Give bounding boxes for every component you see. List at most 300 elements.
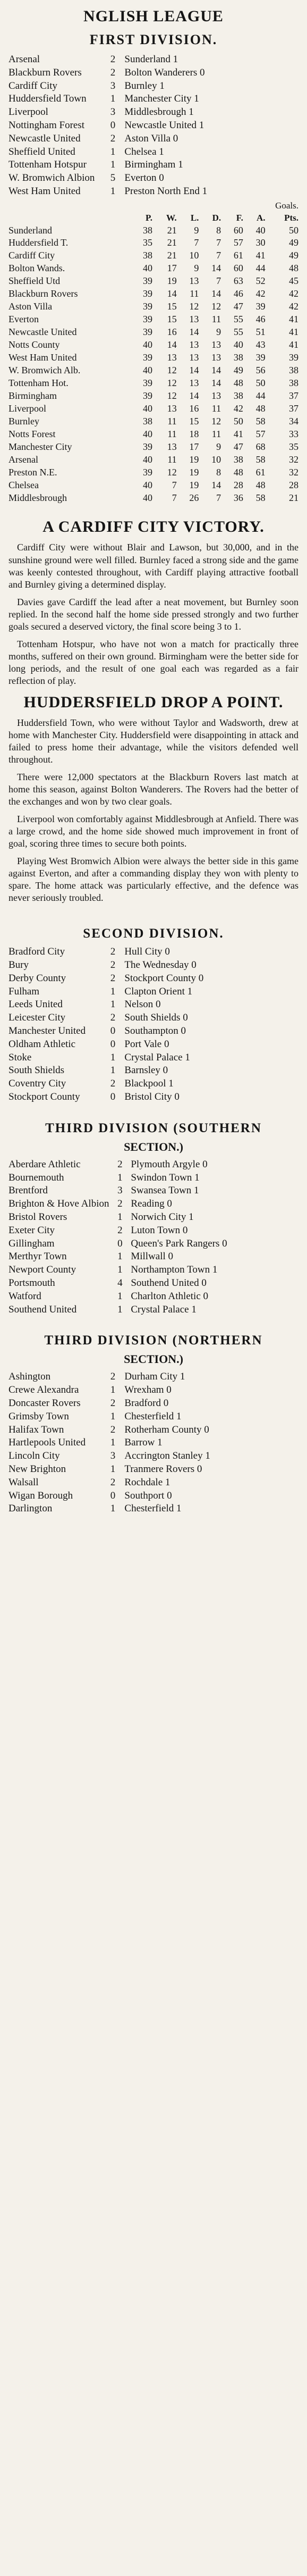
stat-value: 42 (233, 403, 243, 414)
result-row (8, 1450, 299, 1463)
stat-value: 12 (167, 466, 177, 478)
stat-value: 9 (216, 441, 221, 452)
away-team: Swansea Town 1 (131, 1185, 199, 1197)
stat-value: 39 (255, 301, 266, 312)
home-score: 1 (110, 146, 116, 157)
stat-value: 8 (216, 224, 221, 236)
result-row (8, 106, 299, 119)
team-name: Middlesbrough (8, 492, 67, 503)
stat-value: 30 (255, 237, 266, 248)
home-score: 0 (110, 1038, 116, 1050)
away-team: Charlton Athletic 0 (131, 1290, 209, 1302)
away-team: Hull City 0 (124, 946, 170, 958)
home-team: Portsmouth (8, 1277, 55, 1289)
stat-value: 14 (167, 288, 177, 299)
home-team: Hartlepools United (8, 1437, 86, 1449)
result-row (8, 1463, 299, 1476)
result-row (8, 1303, 299, 1317)
third-north-title: THIRD DIVISION (NORTHERN (44, 1333, 263, 1348)
stat-value: 10 (189, 250, 199, 261)
away-team: Barnsley 0 (124, 1065, 168, 1076)
stat-value: 68 (255, 441, 266, 452)
team-name: Preston N.E. (8, 466, 57, 478)
stat-value: 40 (143, 339, 153, 350)
stat-value: 48 (233, 466, 243, 478)
table-row (8, 479, 299, 492)
stat-value: 14 (211, 377, 221, 388)
home-team: Bournemouth (8, 1172, 64, 1183)
team-name: West Ham United (8, 352, 77, 363)
home-team: Bury (8, 959, 29, 971)
home-score: 1 (110, 1065, 116, 1076)
table-row (8, 441, 299, 454)
home-team: Oldham Athletic (8, 1038, 76, 1050)
home-team: Southend United (8, 1303, 77, 1315)
spacer (8, 909, 299, 921)
away-team: Port Vale 0 (124, 1038, 169, 1050)
home-team: Walsall (8, 1476, 39, 1488)
stat-value: 17 (189, 441, 199, 452)
table-row (8, 364, 299, 377)
home-team: Fulham (8, 985, 40, 997)
away-team: Durham City 1 (124, 1371, 185, 1383)
table-row (8, 454, 299, 466)
stat-value: 14 (189, 364, 199, 375)
home-team: Stoke (8, 1051, 32, 1063)
team-name: Burnley (8, 415, 39, 426)
away-team: Southport 0 (124, 1490, 172, 1501)
away-team: Bristol City 0 (124, 1091, 180, 1103)
home-team: South Shields (8, 1065, 65, 1076)
stat-value: 26 (189, 492, 199, 503)
stat-value: 60 (233, 263, 243, 274)
away-team: Swindon Town 1 (131, 1172, 200, 1183)
away-team: Stockport County 0 (124, 972, 204, 984)
home-score: 3 (110, 106, 116, 118)
article-title: HUDDERSFIELD DROP A POINT. (23, 693, 284, 711)
stat-value: 42 (289, 301, 299, 312)
table-header-stat: Pts. (284, 212, 299, 223)
away-team: Tranmere Rovers 0 (124, 1463, 202, 1475)
stat-value: 41 (289, 314, 299, 325)
away-team: Bradford 0 (124, 1397, 169, 1409)
stat-value: 19 (189, 466, 199, 478)
away-team: Bolton Wanderers 0 (124, 66, 205, 78)
stat-value: 11 (211, 428, 221, 439)
team-name: Bolton Wands. (8, 263, 65, 274)
home-score: 0 (110, 1490, 116, 1501)
result-row (8, 946, 299, 959)
result-row (8, 1211, 299, 1224)
home-score: 1 (117, 1303, 123, 1315)
stat-value: 14 (189, 327, 199, 338)
home-score: 2 (110, 1078, 116, 1090)
away-team: Southampton 0 (124, 1025, 186, 1037)
stat-value: 57 (255, 428, 266, 439)
result-row (8, 1025, 299, 1038)
home-score: 1 (117, 1264, 123, 1276)
table-row (8, 224, 299, 237)
stat-value: 48 (255, 403, 266, 414)
away-team: Rotherham County 0 (124, 1424, 209, 1435)
stat-value: 57 (233, 237, 243, 248)
stat-value: 13 (167, 352, 177, 363)
away-team: Nelson 0 (124, 999, 161, 1010)
home-score: 2 (110, 1424, 116, 1435)
stat-value: 11 (167, 454, 177, 465)
result-row (8, 1290, 299, 1303)
away-team: Accrington Stanley 1 (124, 1450, 210, 1462)
stat-value: 44 (255, 390, 266, 401)
stat-value: 12 (167, 364, 177, 375)
second-division-title: SECOND DIVISION. (83, 926, 224, 941)
stat-value: 12 (211, 301, 221, 312)
home-team: Coventry City (8, 1078, 66, 1090)
result-row (8, 972, 299, 985)
stat-value: 14 (189, 390, 199, 401)
home-team: Halifax Town (8, 1424, 64, 1435)
result-row (8, 1397, 299, 1410)
result-row (8, 66, 299, 80)
spacer (8, 1104, 299, 1116)
stat-value: 34 (289, 415, 299, 426)
result-row (8, 985, 299, 999)
stat-value: 38 (233, 390, 243, 401)
result-row (8, 1250, 299, 1264)
stat-value: 39 (143, 301, 153, 312)
stat-value: 11 (167, 415, 177, 426)
stat-value: 21 (167, 224, 177, 236)
home-score: 2 (110, 132, 116, 144)
article-paragraph: Playing West Bromwich Albion were always the better side in this game against Everton, and after a commanding display they won with plenty to spare. The home attack was particularly effective, and the defence was never seriously troubled. (8, 856, 299, 904)
table-row (8, 390, 299, 403)
result-row (8, 80, 299, 93)
article-paragraph: Tottenham Hotspur, who have not won a match for practically three months, suffered on their own ground. Birmingham were the better side for long periods, and the result of one goal each was regarded as a fair reflection of play. (8, 638, 299, 686)
result-row (8, 1198, 299, 1211)
stat-value: 9 (194, 224, 199, 236)
table-row (8, 288, 299, 300)
home-team: Huddersfield Town (8, 93, 87, 105)
home-score: 1 (110, 985, 116, 997)
home-score: 2 (110, 1397, 116, 1409)
first-division-title: FIRST DIVISION. (89, 32, 218, 47)
home-score: 1 (110, 1384, 116, 1396)
away-team: Barrow 1 (124, 1437, 163, 1449)
stat-value: 40 (143, 454, 153, 465)
result-row (8, 1264, 299, 1277)
stat-value: 13 (211, 339, 221, 350)
stat-value: 32 (289, 466, 299, 478)
second-division-results-table (8, 946, 299, 1104)
result-row (8, 1172, 299, 1185)
table-row (8, 262, 299, 275)
table-row (8, 237, 299, 249)
home-score: 1 (110, 1463, 116, 1475)
stat-value: 48 (255, 479, 266, 490)
stat-value: 52 (255, 275, 266, 287)
spacer (8, 1316, 299, 1328)
goals-label: Goals. (275, 200, 299, 211)
home-score: 1 (117, 1290, 123, 1302)
away-team: Queen's Park Rangers 0 (131, 1237, 227, 1249)
table-row (8, 415, 299, 428)
stat-value: 39 (289, 352, 299, 363)
result-row (8, 1224, 299, 1237)
article-paragraph: Huddersfield Town, who were without Taylor and Wadsworth, drew at home with Manchester City. Huddersfield were disappointing in attack and failed to press home their advantage, while the visitors defended well throughout. (8, 717, 299, 765)
home-team: Doncaster Rovers (8, 1397, 81, 1409)
result-row (8, 1051, 299, 1065)
home-team: W. Bromwich Albion (8, 172, 95, 184)
stat-value: 47 (233, 301, 243, 312)
away-team: Everton 0 (124, 172, 164, 184)
home-score: 5 (110, 172, 116, 184)
stat-value: 13 (189, 352, 199, 363)
stat-value: 38 (143, 415, 153, 426)
stat-value: 10 (211, 454, 221, 465)
home-score: 2 (110, 972, 116, 984)
stat-value: 37 (289, 403, 299, 414)
home-team: Exeter City (8, 1224, 55, 1236)
away-team: Burnley 1 (124, 80, 165, 91)
team-name: Newcastle United (8, 327, 77, 338)
stat-value: 41 (233, 428, 243, 439)
home-score: 1 (110, 1437, 116, 1449)
stat-value: 39 (143, 327, 153, 338)
home-team: Arsenal (8, 54, 40, 65)
stat-value: 40 (143, 492, 153, 503)
result-row (8, 1158, 299, 1172)
stat-value: 56 (255, 364, 266, 375)
table-row (8, 492, 299, 505)
stat-value: 12 (167, 377, 177, 388)
result-row (8, 1476, 299, 1490)
home-score: 0 (117, 1237, 123, 1249)
result-row (8, 1384, 299, 1397)
home-team: Liverpool (8, 106, 48, 118)
stat-value: 21 (167, 250, 177, 261)
stat-value: 50 (233, 415, 243, 426)
stat-value: 40 (233, 339, 243, 350)
result-row (8, 1237, 299, 1251)
home-score: 0 (110, 1091, 116, 1103)
home-team: Nottingham Forest (8, 119, 85, 131)
away-team: Birmingham 1 (124, 159, 183, 171)
third-north-subtitle: SECTION.) (124, 1352, 183, 1366)
table-row (8, 275, 299, 288)
team-name: W. Bromwich Alb. (8, 364, 81, 375)
stat-value: 13 (189, 377, 199, 388)
away-team: Crystal Palace 1 (124, 1051, 190, 1063)
home-team: Bristol Rovers (8, 1211, 67, 1223)
stat-value: 49 (289, 250, 299, 261)
stat-value: 44 (255, 263, 266, 274)
stat-value: 49 (233, 364, 243, 375)
home-team: Newcastle United (8, 132, 81, 144)
result-row (8, 1370, 299, 1384)
stat-value: 13 (189, 339, 199, 350)
result-row (8, 1277, 299, 1290)
home-team: Ashington (8, 1371, 51, 1383)
stat-value: 15 (167, 314, 177, 325)
stat-value: 55 (233, 327, 243, 338)
stat-value: 55 (233, 314, 243, 325)
stat-value: 32 (289, 454, 299, 465)
stat-value: 7 (216, 492, 221, 503)
article-paragraph: Liverpool won comfortably against Middlesbrough at Anfield. There was a large crowd, and the home side showed much improvement in front of goal, scoring three times to secure both points. (8, 814, 299, 849)
result-row (8, 1436, 299, 1450)
table-header-stat: W. (166, 212, 177, 223)
away-team: South Shields 0 (124, 1012, 188, 1024)
away-team: Sunderland 1 (124, 54, 178, 65)
result-row (8, 132, 299, 146)
home-team: West Ham United (8, 185, 81, 197)
away-team: Manchester City 1 (124, 93, 199, 105)
stat-value: 38 (233, 454, 243, 465)
stat-value: 13 (167, 441, 177, 452)
result-row (8, 1064, 299, 1077)
article-cardiff-city (8, 518, 299, 687)
stat-value: 38 (143, 250, 153, 261)
home-score: 1 (110, 93, 116, 105)
away-team: Northampton Town 1 (131, 1264, 218, 1276)
stat-value: 12 (167, 390, 177, 401)
stat-value: 40 (143, 263, 153, 274)
table-row (8, 377, 299, 390)
team-name: Sunderland (8, 224, 52, 236)
stat-value: 11 (211, 314, 221, 325)
away-team: Wrexham 0 (124, 1384, 172, 1396)
home-score: 3 (110, 80, 116, 91)
stat-value: 19 (189, 479, 199, 490)
home-team: Brighton & Hove Albion (8, 1198, 109, 1210)
home-team: Darlington (8, 1503, 53, 1515)
home-team: Manchester United (8, 1025, 86, 1037)
stat-value: 39 (255, 352, 266, 363)
result-row (8, 1077, 299, 1091)
article-paragraph: Cardiff City were without Blair and Lawson, but 30,000, and in the sunshine ground were well filled. Burnley faced a strong side and the game was keenly contested throughout, with Cardiff playing attractive football and Burnley giving a determined display. (8, 542, 299, 590)
home-team: Derby County (8, 972, 66, 984)
away-team: Rochdale 1 (124, 1476, 170, 1488)
result-row (8, 1091, 299, 1104)
stat-value: 49 (289, 237, 299, 248)
table-row (8, 403, 299, 415)
away-team: Blackpool 1 (124, 1078, 174, 1090)
home-team: Blackburn Rovers (8, 66, 82, 78)
table-row (8, 249, 299, 262)
stat-value: 47 (233, 441, 243, 452)
team-name: Tottenham Hot. (8, 377, 69, 388)
stat-value: 60 (233, 224, 243, 236)
home-team: Bradford City (8, 946, 65, 958)
stat-value: 40 (143, 403, 153, 414)
result-row (8, 53, 299, 66)
away-team: Norwich City 1 (131, 1211, 194, 1223)
table-header-stat: F. (236, 212, 243, 223)
result-row (8, 998, 299, 1011)
result-row (8, 1011, 299, 1025)
stat-value: 13 (211, 352, 221, 363)
home-score: 1 (110, 1051, 116, 1063)
stat-value: 61 (233, 250, 243, 261)
stat-value: 28 (289, 479, 299, 490)
stat-value: 37 (289, 390, 299, 401)
home-score: 3 (110, 1450, 116, 1462)
stat-value: 46 (233, 288, 243, 299)
stat-value: 40 (143, 428, 153, 439)
stat-value: 50 (255, 377, 266, 388)
stat-value: 7 (172, 479, 177, 490)
away-team: Chesterfield 1 (124, 1410, 182, 1422)
team-name: Sheffield Utd (8, 275, 61, 287)
home-score: 1 (117, 1251, 123, 1262)
stat-value: 48 (233, 377, 243, 388)
home-score: 2 (117, 1158, 123, 1170)
third-north-results-table (8, 1370, 299, 1516)
home-score: 2 (117, 1198, 123, 1210)
home-team: Merthyr Town (8, 1251, 67, 1262)
stat-value: 39 (143, 377, 153, 388)
team-name: Liverpool (8, 403, 46, 414)
home-team: Brentford (8, 1185, 48, 1197)
home-team: Stockport County (8, 1091, 80, 1103)
table-row (8, 300, 299, 313)
home-score: 4 (117, 1277, 123, 1289)
home-score: 2 (110, 946, 116, 958)
result-row (8, 172, 299, 185)
stat-value: 11 (190, 288, 199, 299)
stat-value: 14 (211, 288, 221, 299)
stat-value: 13 (211, 390, 221, 401)
away-team: Crystal Palace 1 (131, 1303, 197, 1315)
table-row (8, 313, 299, 326)
home-score: 3 (117, 1185, 123, 1197)
result-row (8, 1038, 299, 1051)
stat-value: 41 (289, 339, 299, 350)
stat-value: 41 (255, 250, 266, 261)
home-score: 1 (117, 1211, 123, 1223)
team-name: Huddersfield T. (8, 237, 69, 248)
stat-value: 19 (167, 275, 177, 287)
stat-value: 11 (211, 403, 221, 414)
first-division-league-table (8, 212, 299, 505)
third-south-results-table (8, 1158, 299, 1317)
team-name: Birmingham (8, 390, 57, 401)
away-team: Chesterfield 1 (124, 1503, 182, 1515)
home-score: 1 (110, 1503, 116, 1515)
stat-value: 7 (216, 275, 221, 287)
home-score: 2 (110, 1476, 116, 1488)
stat-value: 28 (233, 479, 243, 490)
stat-value: 13 (189, 275, 199, 287)
result-row (8, 959, 299, 972)
home-team: Sheffield United (8, 146, 75, 157)
result-row (8, 158, 299, 172)
stat-value: 14 (211, 364, 221, 375)
stat-value: 38 (143, 224, 153, 236)
stat-value: 42 (289, 288, 299, 299)
stat-value: 39 (143, 390, 153, 401)
home-team: Watford (8, 1290, 41, 1302)
team-name: Everton (8, 314, 39, 325)
stat-value: 8 (216, 466, 221, 478)
away-team: Newcastle United 1 (124, 119, 204, 131)
table-row (8, 352, 299, 364)
stat-value: 15 (167, 301, 177, 312)
stat-value: 21 (167, 237, 177, 248)
third-south-subtitle: SECTION.) (124, 1140, 183, 1153)
stat-value: 13 (167, 403, 177, 414)
home-team: Lincoln City (8, 1450, 60, 1462)
